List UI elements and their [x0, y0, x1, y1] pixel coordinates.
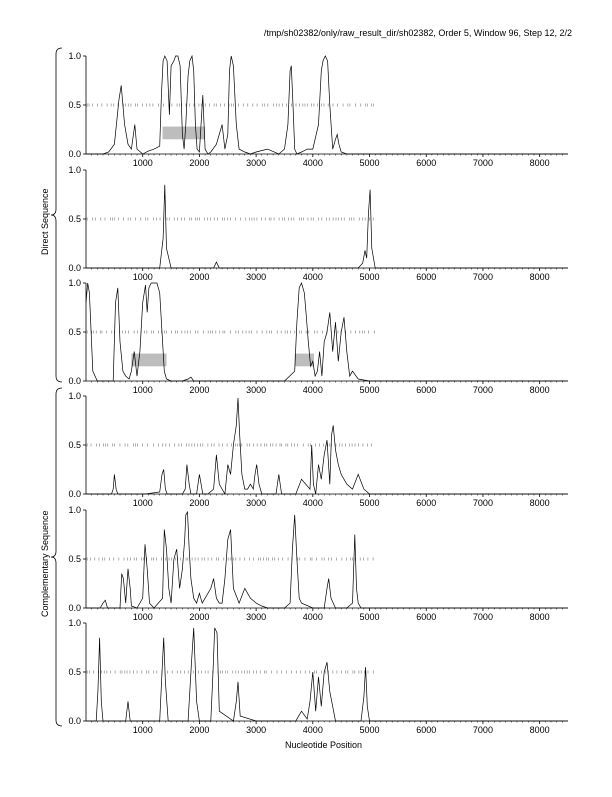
- complementary-sequence-label: Complementary Sequence: [40, 510, 50, 617]
- x-tick-label: 3000: [246, 158, 267, 168]
- x-tick-label: 1000: [132, 612, 153, 622]
- x-tick-label: 8000: [529, 385, 550, 395]
- y-tick-label: 0.0: [68, 489, 81, 499]
- x-tick-label: 6000: [416, 272, 437, 282]
- x-tick-label: 3000: [246, 385, 267, 395]
- y-tick-label: 0.5: [68, 440, 81, 450]
- panel-direct-frame-1: [68, 51, 568, 168]
- y-tick-label: 0.0: [68, 603, 81, 613]
- x-tick-label: 3000: [246, 272, 267, 282]
- panel-complementary-frame-1: [68, 391, 568, 508]
- y-tick-label: 0.5: [68, 327, 81, 337]
- x-tick-label: 6000: [416, 385, 437, 395]
- y-tick-label: 1.0: [68, 278, 81, 288]
- x-tick-label: 2000: [189, 725, 210, 735]
- coding-region-box: [131, 354, 166, 367]
- panel-complementary-frame-3: [68, 618, 568, 735]
- x-tick-label: 1000: [132, 272, 153, 282]
- x-tick-label: 2000: [189, 385, 210, 395]
- x-tick-label: 1000: [132, 498, 153, 508]
- x-tick-label: 2000: [189, 612, 210, 622]
- panel-direct-frame-2: [68, 165, 568, 282]
- x-tick-label: 5000: [359, 385, 380, 395]
- panel-complementary-frame-2: [68, 505, 568, 622]
- y-tick-label: 1.0: [68, 391, 81, 401]
- y-tick-label: 0.5: [68, 667, 81, 677]
- x-tick-label: 8000: [529, 498, 550, 508]
- x-tick-label: 8000: [529, 612, 550, 622]
- x-tick-label: 1000: [132, 385, 153, 395]
- x-tick-label: 4000: [302, 272, 323, 282]
- x-tick-label: 8000: [529, 725, 550, 735]
- y-tick-label: 0.0: [68, 263, 81, 273]
- y-tick-label: 0.0: [68, 716, 81, 726]
- y-tick-label: 1.0: [68, 618, 81, 628]
- x-tick-label: 2000: [189, 498, 210, 508]
- x-tick-label: 1000: [132, 725, 153, 735]
- x-tick-label: 7000: [472, 725, 493, 735]
- coding-region-box: [163, 127, 206, 140]
- panel-direct-frame-3: [68, 278, 568, 395]
- y-tick-label: 0.5: [68, 554, 81, 564]
- series-line: [86, 185, 568, 268]
- y-tick-label: 0.0: [68, 376, 81, 386]
- series-line: [86, 628, 568, 721]
- x-tick-label: 4000: [302, 498, 323, 508]
- complementary-sequence-brace: [51, 388, 62, 726]
- x-tick-label: 4000: [302, 725, 323, 735]
- x-tick-label: 6000: [416, 612, 437, 622]
- x-tick-label: 8000: [529, 272, 550, 282]
- y-tick-label: 0.5: [68, 214, 81, 224]
- y-tick-label: 0.5: [68, 100, 81, 110]
- x-tick-label: 6000: [416, 158, 437, 168]
- x-tick-label: 7000: [472, 158, 493, 168]
- x-tick-label: 4000: [302, 385, 323, 395]
- x-tick-label: 7000: [472, 385, 493, 395]
- coding-region-box: [295, 354, 314, 367]
- direct-sequence-label: Direct Sequence: [40, 188, 50, 255]
- x-tick-label: 4000: [302, 612, 323, 622]
- x-tick-label: 2000: [189, 158, 210, 168]
- x-tick-label: 6000: [416, 725, 437, 735]
- x-tick-label: 5000: [359, 612, 380, 622]
- x-tick-label: 4000: [302, 158, 323, 168]
- y-tick-label: 1.0: [68, 51, 81, 61]
- x-tick-label: 2000: [189, 272, 210, 282]
- x-tick-label: 7000: [472, 272, 493, 282]
- x-tick-label: 8000: [529, 158, 550, 168]
- x-tick-label: 5000: [359, 158, 380, 168]
- x-tick-label: 5000: [359, 498, 380, 508]
- figure-title: /tmp/sh02382/only/raw_result_dir/sh02382, Order 5, Window 96, Step 12, 2/2: [263, 28, 572, 38]
- x-tick-label: 6000: [416, 498, 437, 508]
- direct-sequence-brace: [51, 48, 62, 382]
- series-line: [86, 512, 568, 608]
- y-tick-label: 0.0: [68, 149, 81, 159]
- x-tick-label: 3000: [246, 725, 267, 735]
- x-tick-label: 5000: [359, 725, 380, 735]
- x-tick-label: 7000: [472, 612, 493, 622]
- x-tick-label: 5000: [359, 272, 380, 282]
- y-tick-label: 1.0: [68, 505, 81, 515]
- x-axis-label: Nucleotide Position: [285, 740, 363, 750]
- y-tick-label: 1.0: [68, 165, 81, 175]
- x-tick-label: 1000: [132, 158, 153, 168]
- x-tick-label: 3000: [246, 498, 267, 508]
- x-tick-label: 3000: [246, 612, 267, 622]
- x-tick-label: 7000: [472, 498, 493, 508]
